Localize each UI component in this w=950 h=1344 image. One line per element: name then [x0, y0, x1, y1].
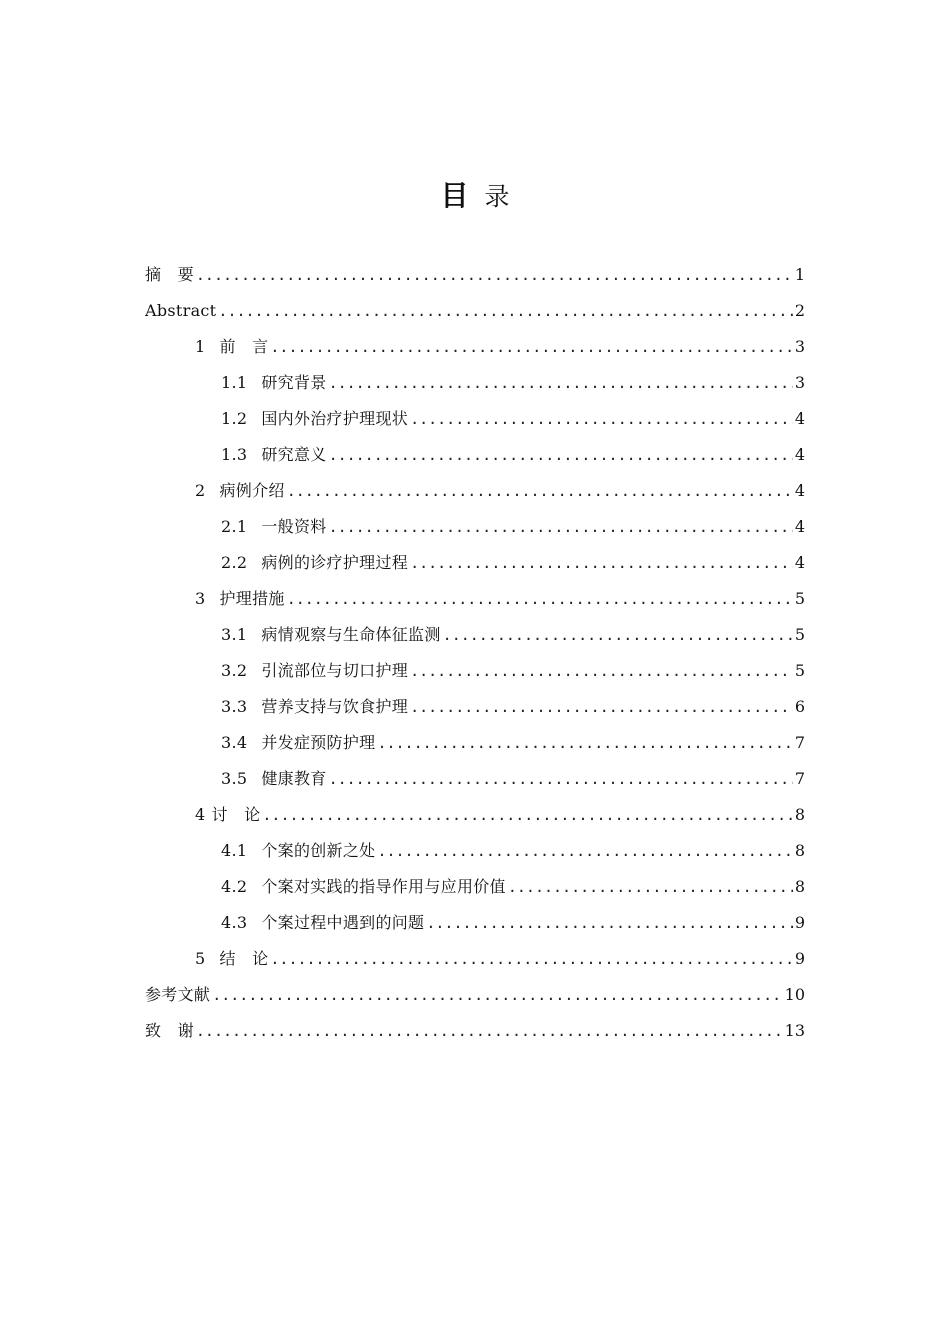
toc-entry-number: 3.1 — [221, 625, 248, 644]
toc-entry-number: 1.3 — [221, 445, 248, 464]
toc-dot-leader — [410, 654, 793, 688]
toc-entry-number: 1.1 — [221, 373, 248, 392]
toc-entry-page: 4 — [794, 409, 805, 428]
toc-entry-3-2[interactable] — [221, 654, 805, 688]
toc-entry-page: 13 — [784, 1021, 805, 1040]
toc-entry-number: 2.1 — [221, 517, 248, 536]
toc-entry-1-2[interactable] — [221, 402, 805, 436]
toc-entry-4-1[interactable] — [221, 834, 805, 868]
toc-entry-page: 5 — [794, 589, 805, 608]
toc-entry-number: 3.2 — [221, 661, 248, 680]
toc-entry-3[interactable] — [195, 582, 805, 616]
toc-entry-page: 4 — [794, 553, 805, 572]
toc-entry-page: 5 — [794, 625, 805, 644]
page-title-part2: 录 — [484, 182, 510, 211]
toc-entry-abstract-en[interactable] — [145, 294, 805, 328]
toc-entry-number: 3.3 — [221, 697, 248, 716]
toc-entry-label: 1.3 研究意义 — [221, 438, 327, 472]
toc-dot-leader — [329, 366, 793, 400]
toc-entry-label: 摘 要 — [145, 265, 194, 284]
toc-entry-number: 3.4 — [221, 733, 248, 752]
toc-entry-page: 5 — [794, 661, 805, 680]
toc-entry-page: 8 — [794, 841, 805, 860]
toc-entry-label: 1.2 国内外治疗护理现状 — [221, 402, 408, 436]
toc-entry-page: 7 — [794, 769, 805, 788]
toc-entry-label: 4.3 个案过程中遇到的问题 — [221, 906, 424, 940]
toc-entry-page: 1 — [794, 265, 805, 284]
toc-entry-number: 2 — [195, 481, 206, 500]
toc-dot-leader — [329, 510, 793, 544]
toc-dot-leader — [377, 834, 792, 868]
toc-entry-label: 1.1 研究背景 — [221, 366, 327, 400]
toc-entry-label: 4.1 个案的创新之处 — [221, 834, 375, 868]
toc-entry-4[interactable] — [195, 798, 805, 832]
toc-entry-1-1[interactable] — [221, 366, 805, 400]
toc-entry-page: 3 — [794, 337, 805, 356]
toc-entry-number: 2.2 — [221, 553, 248, 572]
toc-entry-page: 8 — [794, 805, 805, 824]
toc-entry-page: 9 — [794, 949, 805, 968]
toc-entry-4-2[interactable] — [221, 870, 805, 904]
toc-entry-page: 6 — [794, 697, 805, 716]
toc-entry-3-3[interactable] — [221, 690, 805, 724]
toc-entry-number: 4.1 — [221, 841, 248, 860]
toc-dot-leader — [329, 438, 793, 472]
toc-entry-label: 3 护理措施 — [195, 582, 285, 616]
toc-entry-number: 1 — [195, 337, 206, 356]
toc-dot-leader — [287, 474, 793, 508]
toc-dot-leader — [218, 294, 792, 328]
toc-dot-leader — [270, 942, 792, 976]
toc-entry-label: 3.5 健康教育 — [221, 762, 327, 796]
toc-entry-label: 2.1 一般资料 — [221, 510, 327, 544]
toc-entry-label: 5 结 论 — [195, 942, 268, 976]
toc-entry-1[interactable] — [195, 330, 805, 364]
toc-entry-label: 2 病例介绍 — [195, 474, 285, 508]
toc-entry-5[interactable] — [195, 942, 805, 976]
toc-entry-label: 4 讨 论 — [195, 798, 260, 832]
page-title — [0, 176, 950, 217]
toc-entry-2-2[interactable] — [221, 546, 805, 580]
toc-dot-leader — [196, 258, 793, 292]
toc-dot-leader — [508, 870, 793, 904]
toc-entry-label: Abstract — [145, 301, 217, 320]
toc-entry-page: 7 — [794, 733, 805, 752]
toc-dot-leader — [410, 402, 793, 436]
toc-entry-page: 9 — [794, 913, 805, 932]
toc-entry-number: 3 — [195, 589, 206, 608]
toc-entry-3-4[interactable] — [221, 726, 805, 760]
toc-entry-label: 3.3 营养支持与饮食护理 — [221, 690, 408, 724]
toc-entry-label: 1 前 言 — [195, 330, 268, 364]
toc-entry-page: 8 — [794, 877, 805, 896]
toc-entry-number: 1.2 — [221, 409, 248, 428]
toc-entry-number: 4 — [195, 805, 206, 824]
toc-entry-label: 3.1 病情观察与生命体征监测 — [221, 618, 441, 652]
toc-dot-leader — [212, 978, 782, 1012]
toc-entry-acknowledgements[interactable] — [145, 1014, 805, 1048]
toc-dot-leader — [443, 618, 793, 652]
toc-dot-leader — [377, 726, 792, 760]
toc-entry-references[interactable] — [145, 978, 805, 1012]
toc-entry-2[interactable] — [195, 474, 805, 508]
toc-entry-page: 10 — [784, 985, 805, 1004]
toc-entry-number: 4.2 — [221, 877, 248, 896]
toc-entry-label: 3.4 并发症预防护理 — [221, 726, 375, 760]
toc-dot-leader — [410, 546, 793, 580]
toc-entry-2-1[interactable] — [221, 510, 805, 544]
toc-dot-leader — [196, 1014, 783, 1048]
toc-entry-label: 2.2 病例的诊疗护理过程 — [221, 546, 408, 580]
toc-dot-leader — [410, 690, 793, 724]
toc-entry-label: 3.2 引流部位与切口护理 — [221, 654, 408, 688]
toc-entry-abstract-zh[interactable] — [145, 258, 805, 292]
toc-entry-number: 4.3 — [221, 913, 248, 932]
toc-entry-3-5[interactable] — [221, 762, 805, 796]
toc-entry-page: 4 — [794, 481, 805, 500]
toc-entry-page: 4 — [794, 517, 805, 536]
toc-entry-page: 4 — [794, 445, 805, 464]
toc-entry-4-3[interactable] — [221, 906, 805, 940]
toc-entry-page: 2 — [794, 301, 805, 320]
toc-dot-leader — [287, 582, 793, 616]
toc-entry-label: 4.2 个案对实践的指导作用与应用价值 — [221, 870, 506, 904]
toc-dot-leader — [426, 906, 792, 940]
toc-entry-page: 3 — [794, 373, 805, 392]
toc-dot-leader — [270, 330, 792, 364]
toc-entry-1-3[interactable] — [221, 438, 805, 472]
toc-entry-label: 参考文献 — [145, 985, 211, 1004]
toc-entry-number: 5 — [195, 949, 206, 968]
toc-entry-number: 3.5 — [221, 769, 248, 788]
toc-dot-leader — [262, 798, 792, 832]
toc-entry-3-1[interactable] — [221, 618, 805, 652]
toc-entry-label: 致 谢 — [145, 1021, 194, 1040]
page-title-part1: 目 — [440, 179, 469, 212]
toc-dot-leader — [329, 762, 793, 796]
